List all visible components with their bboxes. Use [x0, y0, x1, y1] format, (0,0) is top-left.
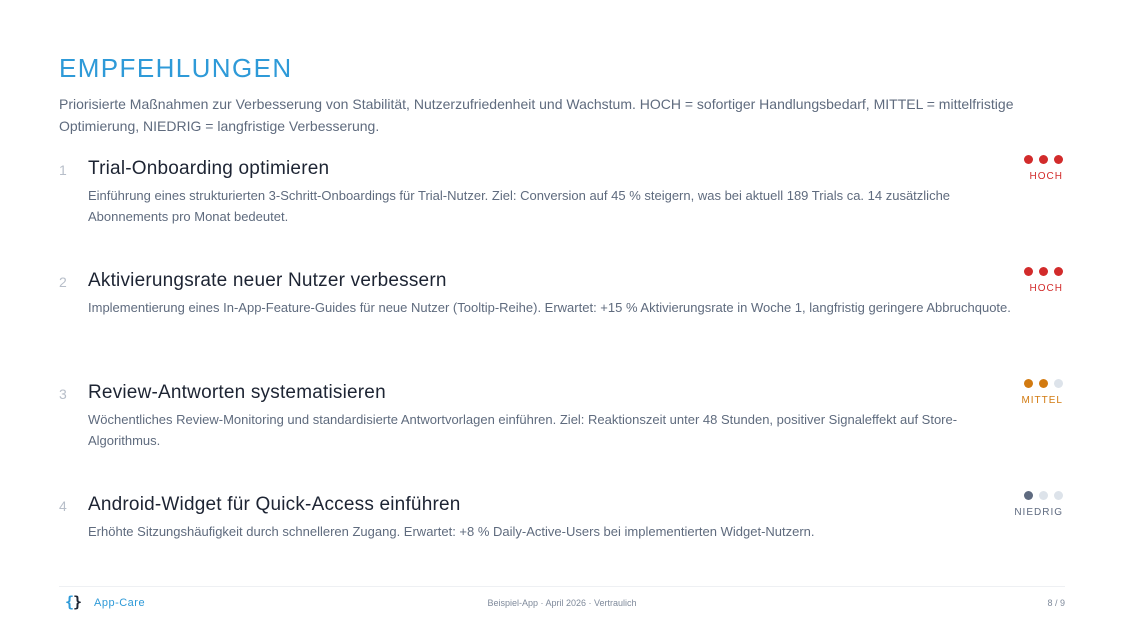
- priority-label: NIEDRIG: [1014, 507, 1063, 518]
- recommendation-title: Aktivierungsrate neuer Nutzer verbessern: [88, 270, 447, 291]
- priority-dot-icon: [1039, 379, 1048, 388]
- page-number: 8 / 9: [1047, 598, 1065, 608]
- recommendation-title: Trial-Onboarding optimieren: [88, 158, 330, 179]
- priority-dots: [1024, 267, 1063, 277]
- page-title: EMPFEHLUNGEN: [59, 53, 293, 83]
- priority-dot-icon: [1054, 267, 1063, 276]
- recommendation-description: Wöchentliches Review-Monitoring und standardisierte Antwortvorlagen einführen. Ziel: Reaktionszeit unter 48 Stunden, positiver Signaleffekt auf Store-Algorithmus.: [88, 412, 958, 448]
- footer: [59, 592, 1065, 614]
- priority-dot-icon: [1024, 155, 1033, 164]
- footer-divider: [59, 586, 1065, 587]
- intro-text: Priorisierte Maßnahmen zur Verbesserung von Stabilität, Nutzerzufriedenheit und Wachstum. HOCH = sofortiger Handlungsbedarf, MITTEL = mittelfristige Optimierung, NIEDRIG = langfristige Verbesserung.: [59, 96, 1014, 134]
- brand-name: App-Care: [94, 597, 146, 609]
- priority-indicator: [993, 155, 1063, 185]
- priority-label: HOCH: [1029, 171, 1063, 182]
- curly-braces-logo-icon: {}: [65, 593, 82, 611]
- priority-dot-icon: [1054, 379, 1063, 388]
- priority-dot-icon: [1054, 491, 1063, 500]
- recommendation-title: Review-Antworten systematisieren: [88, 382, 386, 403]
- recommendation-description: Erhöhte Sitzungshäufigkeit durch schnelleren Zugang. Erwartet: +8 % Daily-Active-Users bei implementierten Widget-Nutzern.: [88, 524, 815, 539]
- priority-dots: [1024, 155, 1063, 165]
- recommendation-item: [59, 379, 1065, 459]
- recommendation-number: 2: [59, 274, 67, 290]
- priority-indicator: [993, 491, 1063, 521]
- recommendation-item: [59, 155, 1065, 235]
- recommendation-item: [59, 491, 1065, 571]
- priority-dot-icon: [1039, 155, 1048, 164]
- priority-dots: [1024, 491, 1063, 501]
- recommendation-number: 4: [59, 498, 67, 514]
- priority-dots: [1024, 379, 1063, 389]
- priority-indicator: [993, 267, 1063, 297]
- priority-dot-icon: [1039, 491, 1048, 500]
- footer-meta: Beispiel-App · April 2026 · Vertraulich: [487, 598, 637, 608]
- priority-dot-icon: [1024, 491, 1033, 500]
- recommendation-number: 1: [59, 162, 67, 178]
- recommendation-item: [59, 267, 1065, 347]
- recommendation-description: Implementierung eines In-App-Feature-Guides für neue Nutzer (Tooltip-Reihe). Erwartet: +15 % Aktivierungsrate in Woche 1, langfristig geringere Abbruchquote.: [88, 300, 1011, 315]
- priority-indicator: [993, 379, 1063, 409]
- recommendation-title: Android-Widget für Quick-Access einführen: [88, 494, 461, 515]
- recommendation-number: 3: [59, 386, 67, 402]
- recommendation-description: Einführung eines strukturierten 3-Schritt-Onboardings für Trial-Nutzer. Ziel: Conversion auf 45 % steigern, was bei aktuell 189 Trials ca. 14 zusätzliche Abonnements pro Monat bedeutet.: [88, 188, 951, 224]
- priority-dot-icon: [1024, 379, 1033, 388]
- priority-label: HOCH: [1029, 283, 1063, 294]
- priority-label: MITTEL: [1021, 395, 1063, 406]
- priority-dot-icon: [1039, 267, 1048, 276]
- priority-dot-icon: [1024, 267, 1033, 276]
- priority-dot-icon: [1054, 155, 1063, 164]
